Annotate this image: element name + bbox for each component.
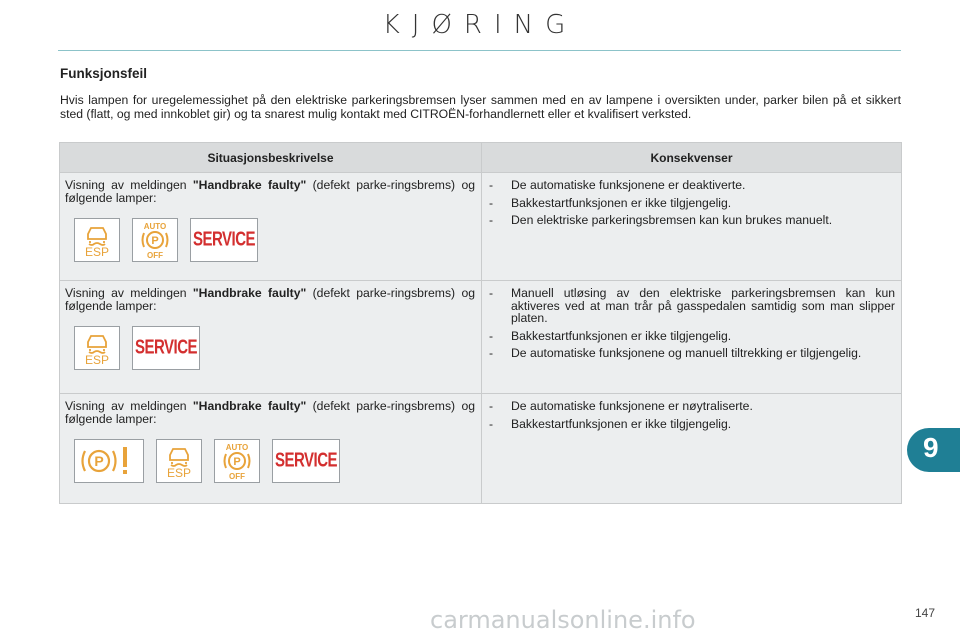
esp-icon [156,439,202,483]
list-item: - Manuell utløsing av den elektriske parkeringsbremsen kan kun aktiveres ved at man trår på gasspedalen samtidig som man slipper platen. [488,287,895,325]
situation-message: "Handbrake faulty" [192,399,307,413]
parking-brake-fault-icon [74,439,144,483]
svg-text:AUTO: AUTO [143,222,167,231]
situation-text-suffix: (defekt parke-ringsbrems) og følgende lamper: [65,399,475,426]
situation-cell [60,394,482,504]
consequences-cell [482,173,902,281]
situation-cell [60,281,482,394]
situation-cell [60,173,482,281]
situation-text-prefix: Visning av meldingen [65,399,193,413]
consequences-cell [482,394,902,504]
consequences-list [487,400,895,430]
list-item: - Bakkestartfunksjonen er ikke tilgjengelig. [488,418,895,431]
consequences-cell [482,281,902,394]
situation-message: "Handbrake faulty" [192,178,307,192]
esp-icon [74,218,120,262]
warning-lamps-group [74,326,475,370]
situation-text-suffix: (defekt parke-ringsbrems) og følgende lamper: [65,286,475,313]
table-row [60,281,902,394]
list-item: - De automatiske funksjonene er deaktiverte. [488,179,895,192]
list-item: - De automatiske funksjonene er nøytraliserte. [488,400,895,413]
intro-paragraph: Hvis lampen for uregelemessighet på den elektriske parkeringsbremsen lyser sammen med en av lampene i oversikten under, parker bilen på et sikkert sted (flatt, og med innkoblet gir) og ta snarest mulig kontakt med CITROËN-forhandlernett eller et kvalifisert verksted. [60,93,901,121]
section-title: Funksjonsfeil [60,66,148,81]
warning-lamps-group [74,439,475,483]
table-row [60,394,902,504]
svg-text:AUTO: AUTO [225,443,249,452]
svg-text:P: P [233,456,241,468]
fault-table [59,142,902,504]
watermark: carmanualsonline.info [430,606,696,634]
list-item: - Bakkestartfunksjonen er ikke tilgjengelig. [488,330,895,343]
chapter-number: 9 [923,432,939,463]
service-icon: SERVICE [272,439,340,483]
list-item: - De automatiske funksjonene og manuell tiltrekking er tilgjengelig. [488,347,895,360]
column-header-consequences: Konsekvenser [482,143,902,173]
service-icon: SERVICE [132,326,200,370]
table-row [60,173,902,281]
svg-text:OFF: OFF [229,472,245,481]
consequences-list [487,287,895,360]
warning-lamps-group [74,218,475,262]
svg-text:ESP: ESP [84,353,110,367]
service-icon: SERVICE [190,218,258,262]
consequences-list [487,179,895,227]
page-header-title: KJØRING [382,10,578,40]
situation-text-suffix: (defekt parke-ringsbrems) og følgende lamper: [65,178,475,205]
column-header-situation: Situasjonsbeskrivelse [60,143,482,173]
svg-text:P: P [94,453,104,469]
list-item: - Bakkestartfunksjonen er ikke tilgjengelig. [488,197,895,210]
page-number: 147 [915,606,936,620]
svg-text:ESP: ESP [84,245,110,259]
situation-text-prefix: Visning av meldingen [65,178,193,192]
list-item: - Den elektriske parkeringsbremsen kan kun brukes manuelt. [488,214,895,227]
situation-message: "Handbrake faulty" [192,286,307,300]
situation-text-prefix: Visning av meldingen [65,286,193,300]
table-header-row [60,143,902,173]
auto-p-off-icon [132,218,178,262]
svg-text:OFF: OFF [147,251,163,260]
auto-p-off-icon [214,439,260,483]
svg-text:P: P [151,235,159,247]
header-divider [58,50,901,51]
esp-icon [74,326,120,370]
svg-text:ESP: ESP [166,466,192,480]
